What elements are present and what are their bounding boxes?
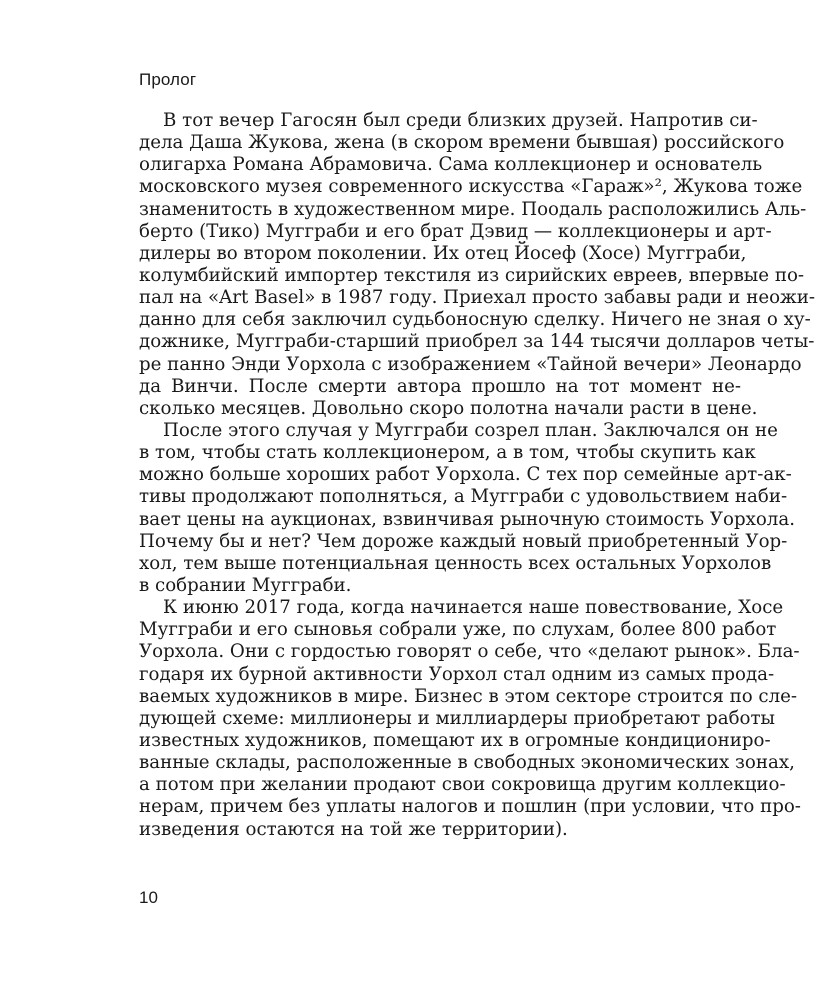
text-line: можно больше хороших работ Уорхола. С тех пор семейные арт-ак- bbox=[139, 464, 792, 486]
text-line: дилеры во втором поколении. Их отец Йосеф (Хосе) Мугграби, bbox=[139, 242, 747, 264]
text-line: нерам, причем без уплаты налогов и пошлин (при условии, что про- bbox=[139, 796, 801, 818]
text-line: в том, чтобы стать коллекционером, а в том, чтобы скупить как bbox=[139, 442, 756, 464]
paragraph bbox=[139, 597, 801, 841]
text-line: После этого случая у Мугграби созрел план. Заключался он не bbox=[163, 419, 778, 441]
text-line: ванные склады, расположенные в свободных экономических зонах, bbox=[139, 752, 795, 774]
text-line: дела Даша Жукова, жена (в скором времени бывшая) российского bbox=[139, 132, 785, 154]
text-line: В тот вечер Гагосян был среди близких друзей. Напротив си- bbox=[163, 110, 758, 131]
text-line: берто (Тико) Мугграби и его брат Дэвид — коллекционеры и арт- bbox=[139, 220, 772, 242]
text-line: а потом при желании продают свои сокровища другим коллекцио- bbox=[139, 774, 786, 796]
running-head: Пролог bbox=[139, 70, 197, 89]
text-line: ваемых художников в мире. Бизнес в этом секторе строится по сле- bbox=[139, 685, 798, 707]
text-line: знаменитость в художественном мире. Поодаль расположились Аль- bbox=[139, 198, 807, 220]
text-line: известных художников, помещают их в огромные кондициониро- bbox=[139, 729, 771, 751]
text-line: сколько месяцев. Довольно скоро полотна начали расти в цене. bbox=[139, 397, 758, 419]
paragraph bbox=[139, 419, 795, 597]
text-line: ре панно Энди Уорхола с изображением «Тайной вечери» Леонардо bbox=[139, 353, 802, 375]
text-line: колумбийский импортер текстиля из сирийских евреев, впервые по- bbox=[139, 264, 805, 286]
body-text bbox=[139, 110, 816, 841]
text-line: пал на «Art Basel» в 1987 году. Приехал просто забавы ради и неожи- bbox=[139, 287, 816, 309]
text-line: московского музея современного искусства «Гараж»², Жукова тоже bbox=[139, 176, 803, 198]
page-number: 10 bbox=[139, 888, 158, 907]
text-line: вает цены на аукционах, взвинчивая рыночную стоимость Уорхола. bbox=[139, 508, 795, 530]
text-line: Мугграби и его сыновья собрали уже, по слухам, более 800 работ bbox=[139, 619, 777, 641]
text-line: олигарха Романа Абрамовича. Сама коллекционер и основатель bbox=[139, 154, 763, 176]
text-line: дожнике, Мугграби-старший приобрел за 144 тысячи долларов четы- bbox=[139, 331, 815, 353]
text-line: тивы продолжают пополняться, а Мугграби с удовольствием наби- bbox=[139, 486, 788, 508]
text-line: Почему бы и нет? Чем дороже каждый новый приобретенный Уор- bbox=[139, 530, 788, 552]
text-line: да Винчи. После смерти автора прошло на тот момент не- bbox=[139, 375, 741, 397]
text-line: годаря их бурной активности Уорхол стал одним из самых прода- bbox=[139, 663, 775, 685]
text-line: хол, тем выше потенциальная ценность всех остальных Уорхолов bbox=[139, 552, 772, 574]
paragraph bbox=[139, 110, 816, 420]
text-line: К июню 2017 года, когда начинается наше повествование, Хосе bbox=[163, 597, 784, 619]
text-line: Уорхола. Они с гордостью говорят о себе, что «делают рынок». Бла- bbox=[139, 641, 800, 663]
text-line: изведения остаются на той же территории). bbox=[139, 818, 568, 840]
text-line: данно для себя заключил судьбоносную сделку. Ничего не зная о ху- bbox=[139, 309, 811, 331]
text-line: дующей схеме: миллионеры и миллиардеры приобретают работы bbox=[139, 707, 776, 729]
text-line: в собрании Мугграби. bbox=[139, 574, 352, 596]
